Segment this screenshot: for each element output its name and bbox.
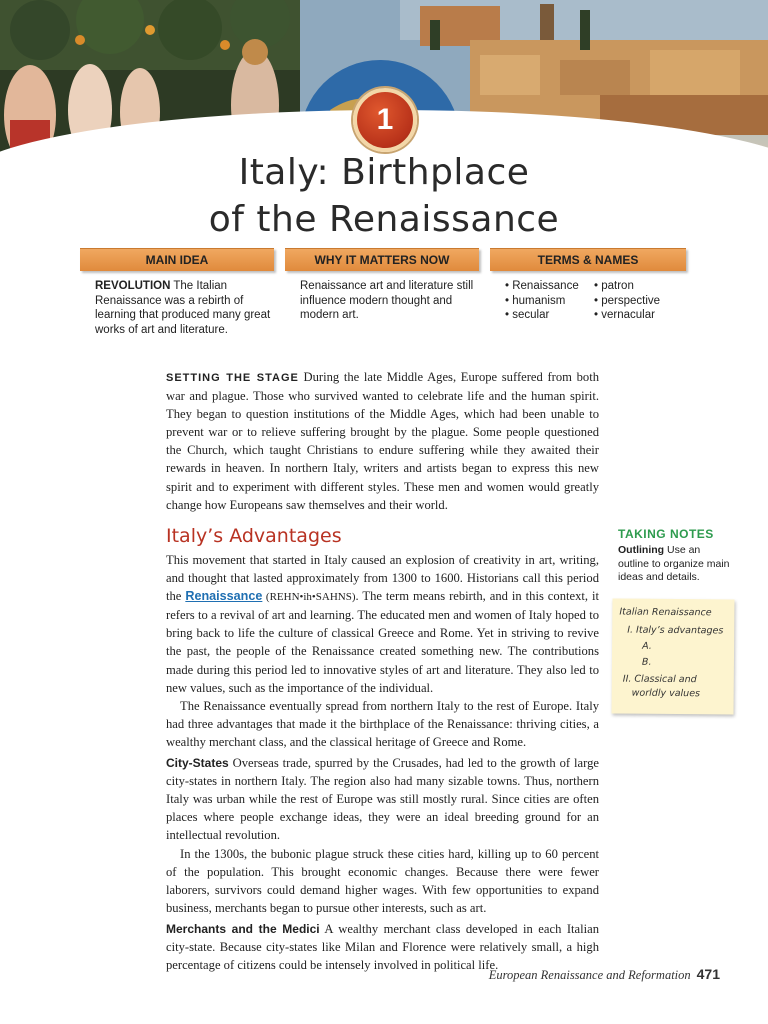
section-number-badge <box>353 88 417 152</box>
text-run: . The term means rebirth, and in this context, it refers to a revival of art and learning. The educated men and women of Italy hoped to bring back to life the culture of classical Greece and Rome. Yet in striving to revive the past, the people of the Renaissance created something new. The contributions made during this period led to innovative styles of art and literature. They also led to new values, such as the importance of the individual. <box>166 589 599 695</box>
tab-terms-names: TERMS & NAMES <box>490 248 686 271</box>
term-item: • Renaissance <box>505 279 579 294</box>
page-number: 471 <box>696 966 720 982</box>
term-item: • patron <box>594 279 660 294</box>
note-line: II. Classical and <box>622 673 697 686</box>
pronunciation: (REHN•ih•SAHNS) <box>262 591 356 604</box>
paragraph: The Renaissance eventually spread from northern Italy to the rest of Europe. Italy had three advantages that made it the birthplace of the Renaissance: thriving cities, a wealthy merchant class, and the classical heritage of Greece and Rome. <box>166 698 599 749</box>
main-idea-lead: REVOLUTION <box>95 280 171 292</box>
subheading-merchants: Merchants and the Medici <box>166 921 320 936</box>
paragraph: In the 1300s, the bubonic plague struck these cities hard, killing up to 60 percent of the population. This brought economic changes. Because there were fewer laborers, survivors could demand higher wages. With few opportunities to expand business, merchants began to pursue other interests, such as art. <box>166 846 599 915</box>
section-number: 1 <box>376 103 394 136</box>
note-line: I. Italy’s advantages <box>627 624 724 637</box>
taking-notes-heading: TAKING NOTES <box>618 527 714 541</box>
page-title-line1: Italy: Birthplace <box>238 152 530 193</box>
term-item: • secular <box>505 308 579 323</box>
terms-list-left <box>505 279 579 323</box>
paragraph <box>166 754 599 844</box>
term-item: • vernacular <box>594 308 660 323</box>
terms-list-right <box>594 279 660 323</box>
section-heading: Italy’s Advantages <box>166 525 342 547</box>
subheading-city-states: City-States <box>166 756 229 771</box>
main-idea-text <box>95 279 275 337</box>
text-run: Overseas trade, spurred by the Crusades, had led to the growth of large city-states in northern Italy. The region also had many sizable towns. Thus, northern Italy was urban while the rest of Europe was still mostly rural. Since cities are often places where people exchange ideas, they were an ideal breeding ground for an intellectual revolution. <box>166 756 599 843</box>
outline-note-card <box>612 598 735 714</box>
text-run: This movement that started in Italy caused an explosion of creativity in art, writing, and thought that lasted approximately from 1300 to 1600. Historians call this period the <box>166 553 599 604</box>
term-item: • humanism <box>505 294 579 309</box>
taking-notes-text <box>618 544 730 585</box>
note-title: Italian Renaissance <box>619 606 712 619</box>
key-term-renaissance[interactable]: Renaissance <box>185 589 263 604</box>
advantages-body <box>166 551 599 974</box>
paragraph <box>166 551 599 697</box>
setting-the-stage-paragraph <box>166 368 599 514</box>
tab-main-idea: MAIN IDEA <box>80 248 274 271</box>
main-idea-body: The Italian Renaissance was a rebirth of learning that produced many great works of art and literature. <box>95 280 271 336</box>
setting-stage-lead: SETTING THE STAGE <box>166 372 299 384</box>
book-title: European Renaissance and Reformation <box>488 968 691 982</box>
term-item: • perspective <box>594 294 660 309</box>
note-line: B. <box>641 656 652 668</box>
note-line: worldly values <box>631 687 701 700</box>
why-it-matters-text: Renaissance art and literature still influence modern thought and modern art. <box>300 280 474 321</box>
note-line: A. <box>642 640 652 652</box>
taking-notes-body: Use an outline to organize main ideas and details. <box>618 544 730 583</box>
tab-why-it-matters: WHY IT MATTERS NOW <box>285 248 479 271</box>
outlining-label: Outlining <box>618 544 665 556</box>
page-footer <box>489 966 720 983</box>
page-title-line2: of the Renaissance <box>208 199 560 240</box>
setting-stage-text: During the late Middle Ages, Europe suffered from both war and plague. Those who survived wanted to celebrate life and the human spirit. They began to question institutions of the Middle Ages, which had been unable to prevent war or to relieve suffering brought by the plague. Some people questioned the Church, which taught Christians to endure suffering while they awaited their rewards in heaven. In northern Italy, writers and artists began to express this new spirit and to experiment with different styles. These men and women would greatly change how Europeans saw themselves and their world. <box>166 370 599 512</box>
text-run: A wealthy merchant class developed in each Italian city-state. Because city-states like Milan and Florence were relatively small, a high percentage of citizens could be intensely involved in political life. <box>166 921 599 973</box>
